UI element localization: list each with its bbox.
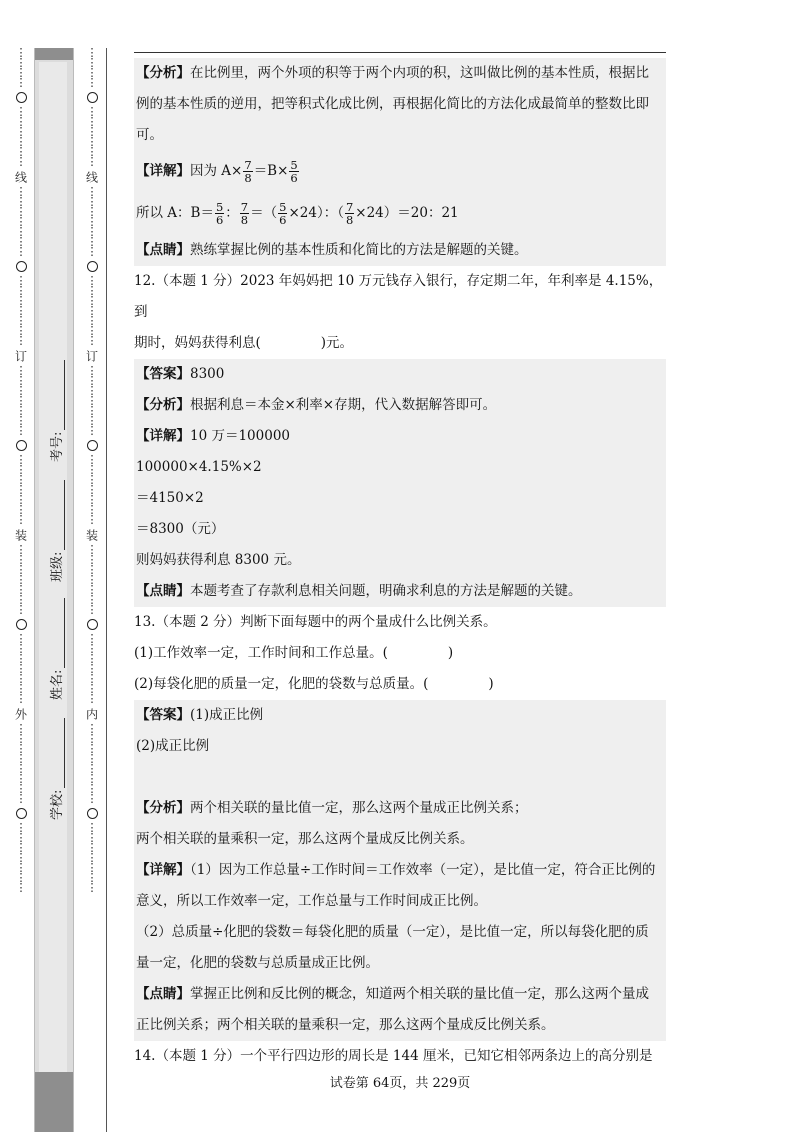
analysis-tag: 【分析】 [136,800,190,816]
margin-circle [16,440,27,451]
q12-answer-line [136,359,664,390]
q13-sub2-line [134,669,666,700]
exam-no-label: 考号: [50,431,65,462]
q13-sub2-text: (2)每袋化肥的质量一定，化肥的袋数与总质量。( [134,676,429,692]
margin-circle [87,808,98,819]
q13-sub1-text: (1)工作效率一定，工作时间和工作总量。( [134,645,388,661]
q11-point-line [136,235,664,266]
q13-detail-line-2: 意义，所以工作效率一定，工作总量与工作时间成正比例。 [136,893,487,909]
q11-detail-line [136,151,664,191]
inner-margin-column: ⋮ ⋮ ⋮ ⋮ ⋮ ⋮ ⋮ ⋮ ⋮ ⋮ 线 ⋮ ⋮ ⋮ ⋮ ⋮ ⋮ ⋮ ⋮ ⋮ ⋮ ⋮ ⋮ ⋮ ⋮ 订 ⋮ ⋮ ⋮ ⋮ ⋮ ⋮ ⋮ ⋮ ⋮ ⋮ ⋮ ⋮ ⋮ ⋮ 装 ⋮ ⋮ ⋮ ⋮ ⋮ ⋮ ⋮ ⋮ ⋮ ⋮ ⋮ ⋮ ⋮ ⋮ 内 ⋮ ⋮ ⋮ ⋮ ⋮ ⋮ ⋮ ⋮ ⋮ ⋮ ⋮ ⋮ ⋮ ⋮ ⋮ [84,46,99,894]
q11-analysis-1: 在比例里，两个外项的积等于两个内项的积，这叫做比例的基本性质，根据比 [190,65,649,81]
q11-ratio-text: ×24）：（ [288,205,344,221]
q13-solution-block [134,700,666,1041]
q13-detail-line-3: （2）总质量÷化肥的袋数＝每袋化肥的质量（一定），是比值一定，所以每袋化肥的质 [136,924,649,940]
outer-margin-column: ⋮ ⋮ ⋮ ⋮ ⋮ ⋮ ⋮ ⋮ ⋮ ⋮ 线 ⋮ ⋮ ⋮ ⋮ ⋮ ⋮ ⋮ ⋮ ⋮ ⋮ ⋮ ⋮ ⋮ ⋮ 订 ⋮ ⋮ ⋮ ⋮ ⋮ ⋮ ⋮ ⋮ ⋮ ⋮ ⋮ ⋮ ⋮ ⋮ 装 ⋮ ⋮ ⋮ ⋮ ⋮ ⋮ ⋮ ⋮ ⋮ ⋮ ⋮ ⋮ ⋮ ⋮ 外 ⋮ ⋮ ⋮ ⋮ ⋮ ⋮ ⋮ ⋮ ⋮ ⋮ ⋮ ⋮ ⋮ ⋮ ⋮ [13,46,28,894]
margin-circle [16,92,27,103]
analysis-tag: 【分析】 [136,397,190,413]
fraction-5-6 [289,159,298,184]
margin-circle [87,92,98,103]
q11-detail-text: 因为 A× [190,163,243,179]
denominator: 8 [345,213,354,227]
q13-sub2-text: ) [488,676,494,692]
numerator: 7 [240,200,249,214]
numerator: 5 [279,200,287,214]
q12-solution-block [134,359,666,607]
q12-detail-line-4: ＝8300（元） [136,521,225,537]
analysis-tag: 【分析】 [136,65,190,81]
q11-point: 熟练掌握比例的基本性质和化简比的方法是解题的关键。 [190,242,528,258]
margin-circle [87,440,98,451]
q13-detail-1: （1）因为工作总量÷工作时间＝工作效率（一定），是比值一定，符合正比例的 [190,862,656,878]
q13-analysis-line-2: 两个相关联的量乘积一定，那么这两个量成反比例关系。 [136,831,474,847]
margin-char: 线 [84,171,99,183]
margin-char: 装 [13,529,28,541]
q12-analysis: 根据利息＝本金×利率×存期，代入数据解答即可。 [190,397,497,413]
denominator: 6 [290,171,298,185]
binding-strip [34,48,74,1132]
margin-circle [16,261,27,272]
numerator: 5 [290,158,298,172]
point-tag: 【点睛】 [136,242,190,258]
q11-ratio-text: 所以 A：B＝ [136,205,214,221]
q12-point: 本题考查了存款利息相关问题，明确求利息的方法是解题的关键。 [190,583,582,599]
q12-detail-line-1 [136,421,664,452]
denominator: 8 [244,171,252,185]
margin-char: 外 [13,708,28,720]
q12-answer: 8300 [190,366,225,382]
q12-stem-line-1: 12.（本题 1 分）2023 年妈妈把 10 万元钱存入银行，存定期二年，年利率是 4.15%，到 [134,273,663,320]
q13-detail-line-1 [136,855,664,886]
q13-sub1-text: ) [447,645,454,661]
numerator: 5 [215,200,224,214]
colon: ： [225,205,239,221]
q13-spacer [136,762,664,793]
page-footer: 试卷第 64页，共 229页 [329,1076,471,1091]
school-blank[interactable] [50,718,65,788]
margin-circle [87,619,98,630]
q11-solution-block [134,58,666,266]
class-label: 班级: [50,551,65,582]
point-tag: 【点睛】 [136,583,190,599]
binding-strip-cap [35,48,73,60]
school-label: 学校: [50,789,65,820]
q13-answer-line-1 [136,700,664,731]
class-blank[interactable] [50,480,65,550]
q13-answer-1: (1)成正比例 [190,707,264,723]
fraction-7-8 [240,201,249,226]
q11-analysis-line-3: 可。 [136,127,163,143]
q12-detail-1: 10 万＝100000 [190,428,291,444]
q12-stem-text: 期时，妈妈获得利息( [134,335,261,351]
exam-no-blank[interactable] [50,360,65,430]
name-blank[interactable] [50,598,65,668]
q13-point-line-1 [136,979,664,1010]
detail-tag: 【详解】 [136,862,190,878]
numerator: 7 [244,158,252,172]
fraction-7-8 [243,159,252,184]
q11-detail-text: ＝B× [253,163,289,179]
margin-circle [87,261,98,272]
q12-analysis-line [136,390,664,421]
fraction-5-6 [215,201,224,226]
q13-answer-line-2: (2)成正比例 [136,738,210,754]
q13-point-line-2: 正比例关系；两个相关联的量乘积一定，那么这两个量成反比例关系。 [136,1017,555,1033]
margin-char: 线 [13,171,28,183]
numerator: 7 [345,200,354,214]
q11-ratio-line [136,191,664,235]
fraction-5-6 [278,201,287,226]
page-content [134,58,666,1072]
answer-tag: 【答案】 [136,366,190,382]
q11-analysis-line-2: 例的基本性质的逆用，把等积式化成比例，再根据化简比的方法化成最简单的整数比即 [136,96,649,112]
fraction-7-8 [345,201,354,226]
margin-char: 内 [84,708,99,720]
denominator: 6 [215,213,224,227]
q12-detail-line-3: ＝4150×2 [136,490,204,506]
answer-tag: 【答案】 [136,707,190,723]
binding-line [106,48,107,1132]
q12-stem-text: )元。 [320,335,354,351]
class-field [46,480,65,582]
name-label: 姓名: [50,669,65,700]
margin-circle [16,808,27,819]
q13-analysis-line-1 [136,793,664,824]
header-rule [134,52,666,53]
exam-no-field [46,360,65,462]
q11-analysis-line-1 [136,58,664,89]
margin-char: 订 [13,350,28,362]
school-field [46,718,65,820]
margin-char: 订 [84,350,99,362]
q13-sub1-line [134,638,666,669]
q13-analysis-1: 两个相关联的量比值一定，那么这两个量成正比例关系； [190,800,528,816]
denominator: 6 [279,213,287,227]
q12-detail-line-2: 100000×4.15%×2 [136,459,262,475]
q11-ratio-text: ＝（ [250,205,278,221]
margin-circle [16,619,27,630]
q14-stem-line: 14.（本题 1 分）一个平行四边形的周长是 144 厘米，已知它相邻两条边上的高分别是 [134,1048,653,1064]
name-field [46,598,65,700]
q13-stem-line: 13.（本题 2 分）判断下面每题中的两个量成什么比例关系。 [134,614,497,630]
q11-ratio-text: ×24）＝20：21 [355,205,459,221]
detail-tag: 【详解】 [136,428,190,444]
q13-point-1: 掌握正比例和反比例的概念，知道两个相关联的量比值一定，那么这两个量成 [190,986,649,1002]
point-tag: 【点睛】 [136,986,190,1002]
q13-detail-line-4: 量一定，化肥的袋数与总质量成正比例。 [136,955,379,971]
detail-tag: 【详解】 [136,163,190,179]
denominator: 8 [240,213,249,227]
q12-point-line [136,576,664,607]
q12-detail-line-5: 则妈妈获得利息 8300 元。 [136,552,301,568]
margin-char: 装 [84,529,99,541]
q12-stem-line-2 [134,328,666,359]
